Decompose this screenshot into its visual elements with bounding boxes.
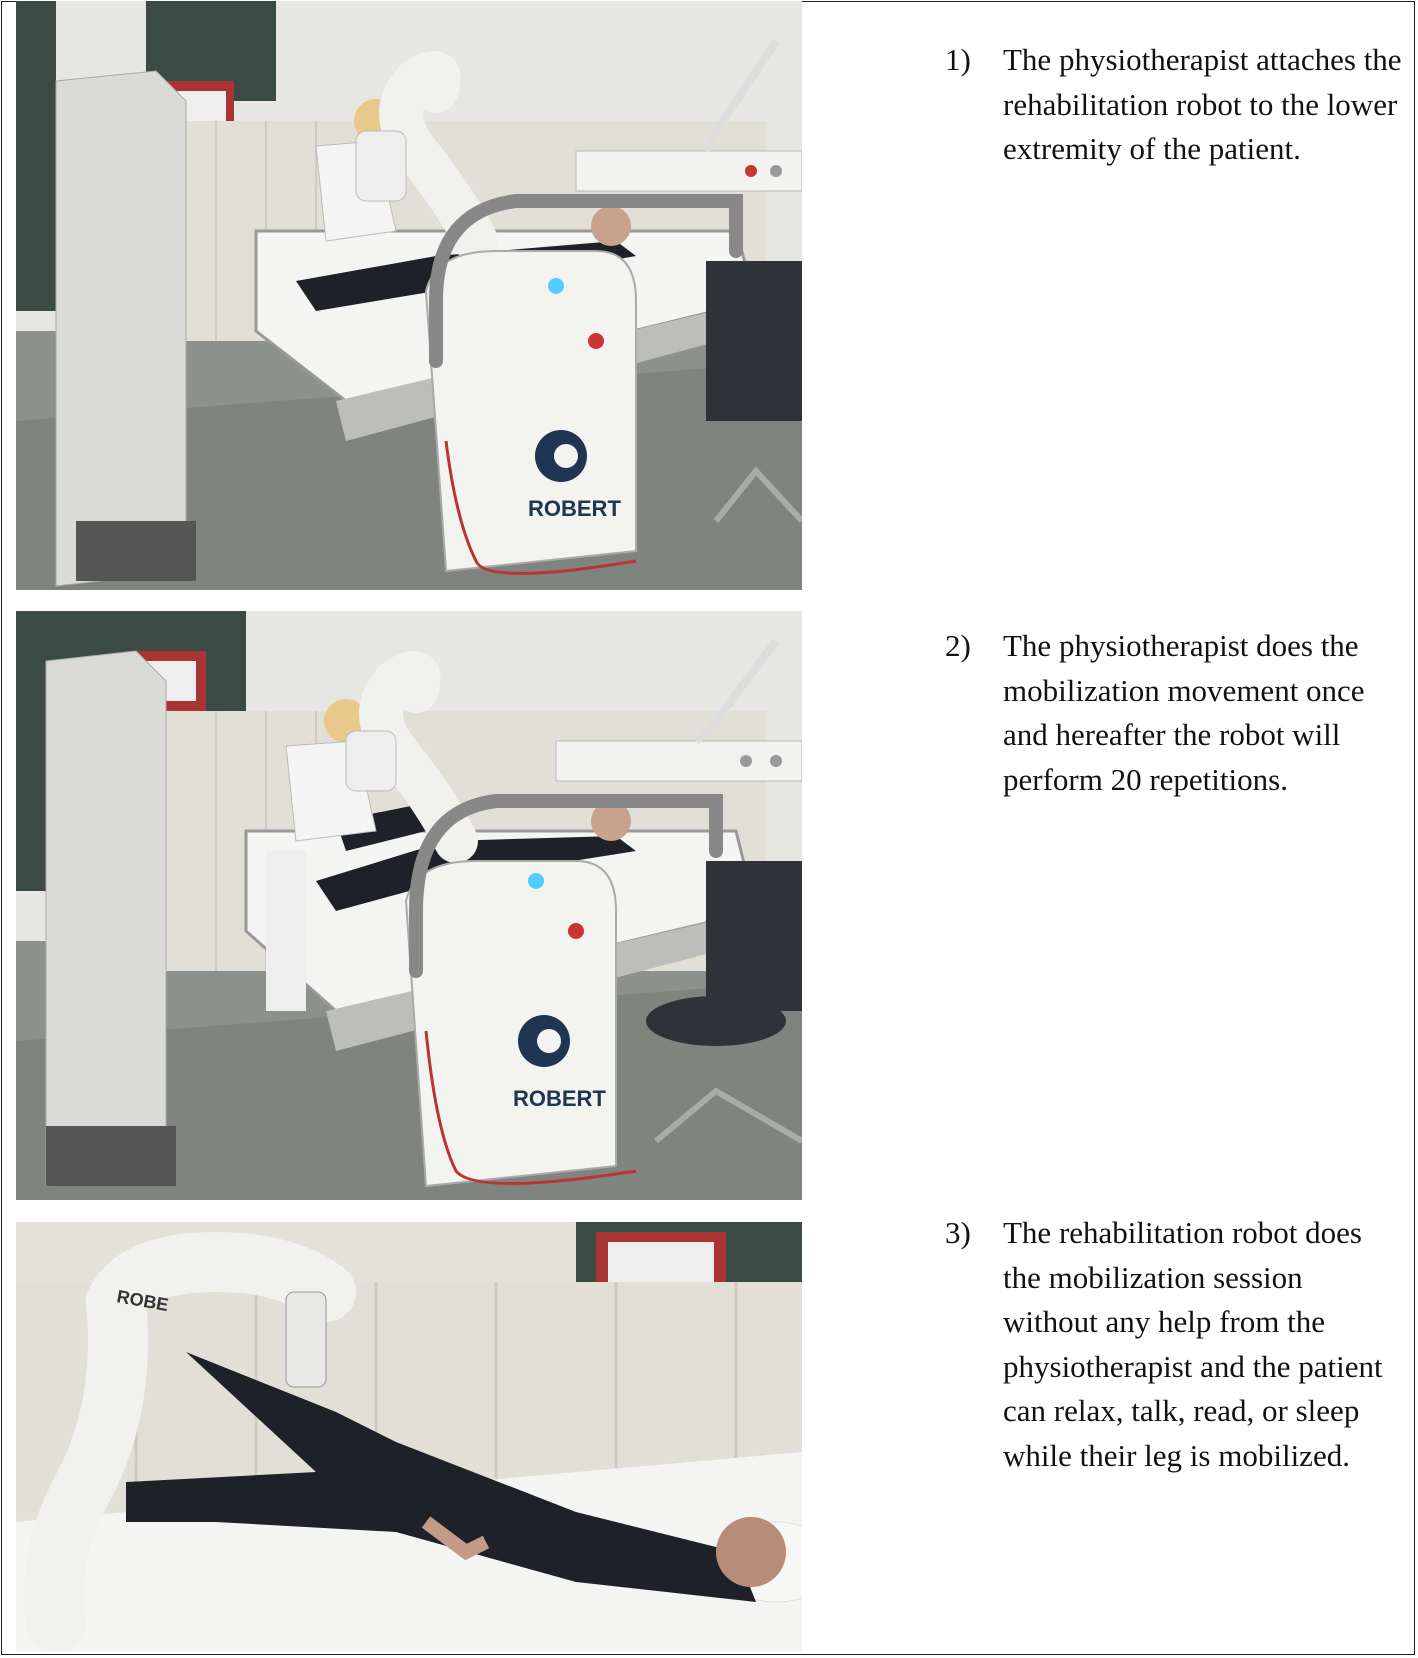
robot-arm-text: ROBE: [115, 1286, 171, 1315]
step-text: The physiotherapist attaches the rehabilitation robot to the lower extremity of the patient.: [1003, 42, 1402, 166]
robot-logo-text: ROBERT: [513, 1086, 606, 1111]
photo-panel-1: [16, 1, 802, 590]
step-number: 3): [945, 1215, 971, 1250]
step-number: 1): [945, 42, 971, 77]
step-number: 2): [945, 628, 971, 663]
photo-panel-3: [16, 1222, 802, 1652]
robot-logo-text: ROBERT: [528, 496, 621, 521]
step-text: The rehabilitation robot does the mobilization session without any help from the physiotherapist and the patient can relax, talk, read, or sleep while their leg is mobilized.: [1003, 1215, 1383, 1473]
photo-panel-2: [16, 611, 802, 1200]
step-text: The physiotherapist does the mobilization movement once and hereafter the robot will perform 20 repetitions.: [1003, 628, 1365, 797]
